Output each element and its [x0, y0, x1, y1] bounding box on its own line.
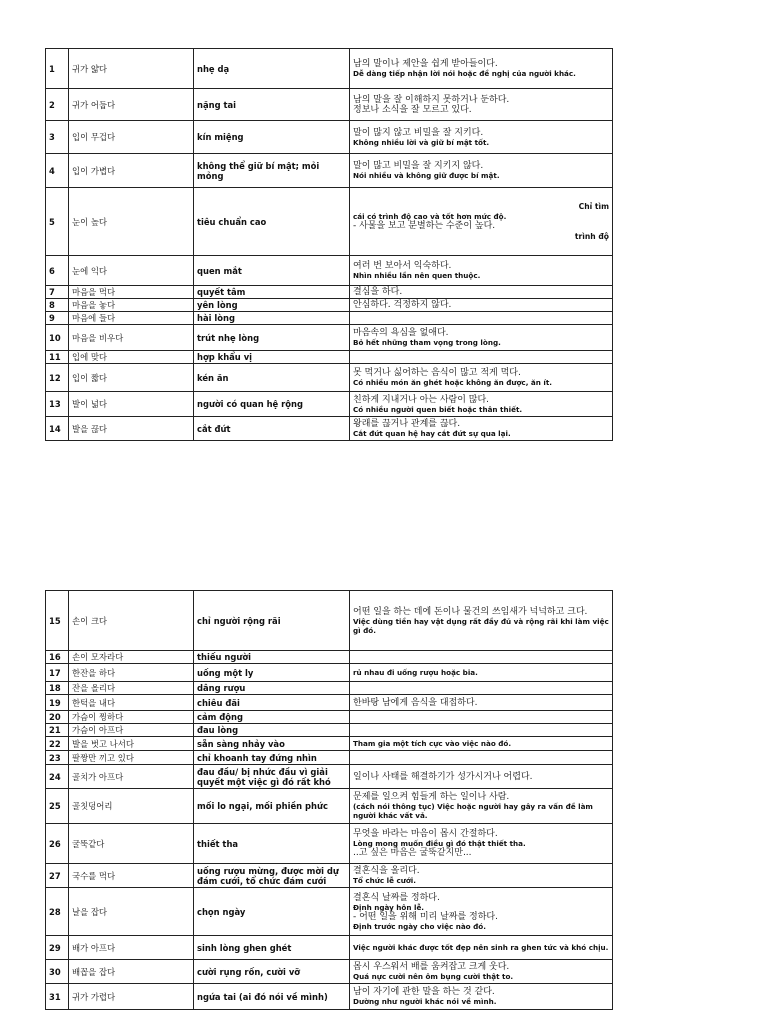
meaning-korean-extra: ..고 싶은 마음은 굴뚝같지만...	[353, 848, 472, 858]
table-row	[46, 89, 613, 121]
korean-idiom: 마음에 들다	[69, 312, 194, 325]
vietnamese-translation: uống một ly	[194, 664, 350, 682]
row-number: 21	[46, 724, 69, 737]
table-row	[46, 765, 613, 789]
idiom-table-2	[45, 590, 613, 1010]
meaning-cell	[350, 286, 613, 299]
vietnamese-translation: thiếu người	[194, 651, 350, 664]
row-number: 23	[46, 751, 69, 765]
table-row	[46, 751, 613, 765]
korean-idiom: 귀가 얇다	[69, 49, 194, 89]
row-number: 16	[46, 651, 69, 664]
idiom-table-2-body	[46, 591, 613, 1010]
table-row	[46, 286, 613, 299]
table-row	[46, 737, 613, 751]
meaning-cell	[350, 392, 613, 417]
meaning-cell	[350, 724, 613, 737]
meaning-cell	[350, 417, 613, 441]
meaning-korean: 남의 말이나 제안을 쉽게 받아들이다.	[353, 59, 498, 69]
korean-idiom: 가슴이 찡하다	[69, 711, 194, 724]
table-row	[46, 188, 613, 256]
row-number: 31	[46, 984, 69, 1010]
meaning-vietnamese: Lòng mong muốn điều gì đó thật thiết tha.	[353, 839, 526, 848]
table-row	[46, 789, 613, 824]
table-row	[46, 695, 613, 711]
korean-idiom: 눈에 익다	[69, 256, 194, 286]
meaning-vietnamese: Dường như người khác nói về mình.	[353, 997, 497, 1006]
meaning-korean: 안심하다. 걱정하지 않다.	[353, 300, 452, 310]
meaning-vietnamese: Có nhiều người quen biết hoặc thân thiết.	[353, 404, 523, 414]
meaning-vietnamese: Tham gia một tích cực vào việc nào đó.	[353, 739, 512, 748]
korean-idiom: 손이 크다	[69, 591, 194, 651]
meaning-korean-extra: 정보나 소식을 잘 모르고 있다.	[353, 104, 472, 115]
vietnamese-translation: chọn ngày	[194, 888, 350, 936]
vietnamese-translation: chỉ người rộng rãi	[194, 591, 350, 651]
korean-idiom: 눈이 높다	[69, 188, 194, 256]
korean-idiom: 한턱을 내다	[69, 695, 194, 711]
table-row	[46, 724, 613, 737]
meaning-vietnamese: Quá nực cười nên ôm bụng cười thật to.	[353, 972, 514, 981]
korean-idiom: 배가 아프다	[69, 936, 194, 960]
vietnamese-translation: đau đầu/ bị nhức đầu vì giải quyết một việc gì đó rất khó	[194, 765, 350, 789]
meaning-cell	[350, 888, 613, 936]
meaning-cell	[350, 89, 613, 121]
meaning-korean: 문제를 일으켜 힘들게 하는 일이나 사람.	[353, 792, 510, 802]
meaning-cell	[350, 364, 613, 392]
meaning-cell	[350, 936, 613, 960]
meaning-korean: 못 먹거나 싫어하는 음식이 많고 적게 먹다.	[353, 368, 521, 378]
korean-idiom: 골칫덩어리	[69, 789, 194, 824]
korean-idiom: 발이 넓다	[69, 392, 194, 417]
korean-idiom: 입에 맞다	[69, 351, 194, 364]
row-number: 17	[46, 664, 69, 682]
korean-idiom: 골치가 아프다	[69, 765, 194, 789]
meaning-cell	[350, 864, 613, 888]
table-row	[46, 364, 613, 392]
meaning-vietnamese: Việc người khác được tốt đẹp nên sinh ra ghen tức và khó chịu.	[353, 943, 609, 952]
vietnamese-translation: hợp khẩu vị	[194, 351, 350, 364]
row-number: 27	[46, 864, 69, 888]
meaning-cell	[350, 984, 613, 1010]
row-number: 15	[46, 591, 69, 651]
vietnamese-translation: cảm động	[194, 711, 350, 724]
row-number: 1	[46, 49, 69, 89]
vietnamese-translation: yên lòng	[194, 299, 350, 312]
meaning-korean: 일이나 사태를 해결하기가 성가시거나 어렵다.	[353, 771, 533, 782]
korean-idiom: 마음을 비우다	[69, 325, 194, 351]
vietnamese-translation: thiết tha	[194, 824, 350, 864]
meaning-cell	[350, 121, 613, 154]
table-row	[46, 888, 613, 936]
meaning-vietnamese: Định ngày hôn lễ.	[353, 902, 425, 912]
vietnamese-translation: kín miệng	[194, 121, 350, 154]
meaning-cell	[350, 824, 613, 864]
meaning-korean: 남이 자기에 관한 말을 하는 것 같다.	[353, 987, 495, 997]
table-row	[46, 864, 613, 888]
row-number: 7	[46, 286, 69, 299]
vietnamese-translation: ngứa tai (ai đó nói về mình)	[194, 984, 350, 1010]
meaning-korean: 마음속의 욕심을 없애다.	[353, 328, 449, 338]
row-number: 19	[46, 695, 69, 711]
idiom-table-1	[45, 48, 613, 441]
korean-idiom: 손이 모자라다	[69, 651, 194, 664]
korean-idiom: 굴뚝같다	[69, 824, 194, 864]
meaning-korean: 친하게 지내거나 아는 사람이 많다.	[353, 394, 490, 405]
meaning-cell	[350, 49, 613, 89]
vietnamese-translation: cười rụng rốn, cười vỡ	[194, 960, 350, 984]
meaning-cell	[350, 711, 613, 724]
korean-idiom: 발을 벗고 나서다	[69, 737, 194, 751]
korean-idiom: 입이 무겁다	[69, 121, 194, 154]
meaning-korean: 여러 번 보아서 익숙하다.	[353, 261, 452, 271]
row-number: 3	[46, 121, 69, 154]
table-row	[46, 682, 613, 695]
korean-idiom: 마음을 먹다	[69, 286, 194, 299]
vietnamese-translation: chiêu đãi	[194, 695, 350, 711]
meaning-cell	[350, 299, 613, 312]
vietnamese-translation: hài lòng	[194, 312, 350, 325]
korean-idiom: 가슴이 아프다	[69, 724, 194, 737]
meaning-vietnamese: Nhìn nhiều lần nên quen thuộc.	[353, 271, 481, 280]
table-row	[46, 312, 613, 325]
row-number: 8	[46, 299, 69, 312]
meaning-vietnamese: Việc dùng tiền hay vật dụng rất đầy đủ và rộng rãi khi làm việc gì đó.	[353, 616, 609, 635]
meaning-korean: 한바탕 남에게 음식을 대접하다.	[353, 697, 478, 708]
meaning-korean-extra: - 어떤 일을 위해 미리 날짜를 정하다.	[353, 911, 498, 922]
meaning-fragment: trình độ	[574, 232, 609, 241]
meaning-vietnamese: Có nhiều món ăn ghét hoặc không ăn được, ăn ít.	[353, 378, 553, 387]
korean-idiom: 마음을 놓다	[69, 299, 194, 312]
vietnamese-translation: không thể giữ bí mật; mỏi mỏng	[194, 154, 350, 188]
korean-idiom: 배꼽을 잡다	[69, 960, 194, 984]
vietnamese-translation: quen mắt	[194, 256, 350, 286]
meaning-vietnamese: Tổ chức lễ cưới.	[353, 876, 416, 885]
meaning-korean: 남의 말을 잘 이해하지 못하거나 둔하다.	[353, 94, 510, 105]
table-row	[46, 154, 613, 188]
meaning-vietnamese: Dễ dàng tiếp nhận lời nói hoặc đề nghị của người khác.	[353, 69, 576, 78]
meaning-vietnamese-extra: Định trước ngày cho việc nào đó.	[353, 921, 486, 931]
korean-idiom: 날을 잡다	[69, 888, 194, 936]
vietnamese-translation: nặng tai	[194, 89, 350, 121]
row-number: 10	[46, 325, 69, 351]
idiom-table-1-body	[46, 49, 613, 441]
row-number: 13	[46, 392, 69, 417]
vietnamese-translation: trút nhẹ lòng	[194, 325, 350, 351]
table-row	[46, 49, 613, 89]
meaning-fragment: Chỉ tìm	[578, 202, 609, 211]
meaning-korean: 말이 많지 않고 비밀을 잘 지키다.	[353, 127, 484, 138]
row-number: 29	[46, 936, 69, 960]
vietnamese-translation: người có quan hệ rộng	[194, 392, 350, 417]
table-row	[46, 824, 613, 864]
table-row	[46, 325, 613, 351]
row-number: 18	[46, 682, 69, 695]
meaning-korean: 결심을 하다.	[353, 287, 403, 297]
meaning-vietnamese: Không nhiều lời và giữ bí mật tốt.	[353, 137, 490, 147]
row-number: 9	[46, 312, 69, 325]
meaning-cell	[350, 682, 613, 695]
meaning-cell	[350, 651, 613, 664]
korean-idiom: 국수를 먹다	[69, 864, 194, 888]
vietnamese-translation: quyết tâm	[194, 286, 350, 299]
table-row	[46, 351, 613, 364]
meaning-cell	[350, 695, 613, 711]
meaning-vietnamese: cái có trình độ cao và tốt hơn mức độ.	[353, 212, 507, 221]
table-row	[46, 256, 613, 286]
vietnamese-translation: sẵn sàng nhảy vào	[194, 737, 350, 751]
korean-idiom: 한잔을 하다	[69, 664, 194, 682]
vietnamese-translation: tiêu chuẩn cao	[194, 188, 350, 256]
meaning-cell	[350, 312, 613, 325]
vietnamese-translation: chỉ khoanh tay đứng nhìn	[194, 751, 350, 765]
meaning-korean: - 사물을 보고 분별하는 수준이 높다.	[353, 221, 496, 231]
meaning-korean: 무엇을 바라는 마음이 몹시 간절하다.	[353, 829, 498, 839]
meaning-cell	[350, 789, 613, 824]
meaning-vietnamese: rủ nhau đi uống rượu hoặc bia.	[353, 668, 478, 677]
table-row	[46, 121, 613, 154]
vietnamese-translation: dâng rượu	[194, 682, 350, 695]
vietnamese-translation: đau lòng	[194, 724, 350, 737]
row-number: 6	[46, 256, 69, 286]
table-row	[46, 392, 613, 417]
row-number: 25	[46, 789, 69, 824]
row-number: 12	[46, 364, 69, 392]
table-row	[46, 651, 613, 664]
table-row	[46, 960, 613, 984]
table-row	[46, 711, 613, 724]
meaning-cell	[350, 325, 613, 351]
meaning-korean: 왕래를 끊거나 관계를 끊다.	[353, 419, 461, 429]
meaning-cell	[350, 737, 613, 751]
meaning-vietnamese: Cắt đứt quan hệ hay cắt đứt sự qua lại.	[353, 429, 511, 438]
row-number: 22	[46, 737, 69, 751]
table-row	[46, 936, 613, 960]
meaning-vietnamese: Nói nhiều và không giữ được bí mật.	[353, 171, 500, 180]
row-number: 4	[46, 154, 69, 188]
vietnamese-translation: sinh lòng ghen ghét	[194, 936, 350, 960]
vietnamese-translation: mối lo ngại, mối phiền phức	[194, 789, 350, 824]
korean-idiom: 귀가 어둡다	[69, 89, 194, 121]
vietnamese-translation: cắt đứt	[194, 417, 350, 441]
meaning-korean: 말이 많고 비밀을 잘 지키지 않다.	[353, 161, 484, 171]
meaning-cell	[350, 154, 613, 188]
table-row	[46, 664, 613, 682]
row-number: 24	[46, 765, 69, 789]
vietnamese-translation: nhẹ dạ	[194, 49, 350, 89]
meaning-cell	[350, 351, 613, 364]
korean-idiom: 입이 가볍다	[69, 154, 194, 188]
korean-idiom: 팔짱만 끼고 있다	[69, 751, 194, 765]
row-number: 20	[46, 711, 69, 724]
meaning-korean: 결혼식을 올리다.	[353, 866, 420, 876]
vietnamese-translation: kén ăn	[194, 364, 350, 392]
row-number: 14	[46, 417, 69, 441]
meaning-korean: 어떤 일을 하는 데에 돈이나 물건의 쓰임새가 넉넉하고 크다.	[353, 606, 588, 617]
meaning-cell	[350, 188, 613, 256]
korean-idiom: 발을 끊다	[69, 417, 194, 441]
table-row	[46, 417, 613, 441]
table-row	[46, 299, 613, 312]
vietnamese-translation: uống rượu mừng, được mời dự đám cưới, tổ chức đám cưới	[194, 864, 350, 888]
meaning-cell	[350, 765, 613, 789]
meaning-cell	[350, 960, 613, 984]
meaning-vietnamese: Bỏ hết những tham vọng trong lòng.	[353, 338, 501, 347]
meaning-korean: 결혼식 날짜를 정하다.	[353, 892, 440, 903]
row-number: 30	[46, 960, 69, 984]
row-number: 11	[46, 351, 69, 364]
table-row	[46, 591, 613, 651]
meaning-vietnamese: (cách nói thông tục) Việc hoặc người hay gây ra vấn đề làm người khác vất vả.	[353, 802, 593, 820]
meaning-korean: 몹시 우스워서 배를 움켜잡고 크게 웃다.	[353, 962, 510, 972]
meaning-cell	[350, 751, 613, 765]
meaning-cell	[350, 591, 613, 651]
korean-idiom: 귀가 가렵다	[69, 984, 194, 1010]
row-number: 2	[46, 89, 69, 121]
meaning-cell	[350, 256, 613, 286]
korean-idiom: 입이 짧다	[69, 364, 194, 392]
table-row	[46, 984, 613, 1010]
row-number: 5	[46, 188, 69, 256]
row-number: 26	[46, 824, 69, 864]
row-number: 28	[46, 888, 69, 936]
korean-idiom: 잔을 올리다	[69, 682, 194, 695]
meaning-cell	[350, 664, 613, 682]
